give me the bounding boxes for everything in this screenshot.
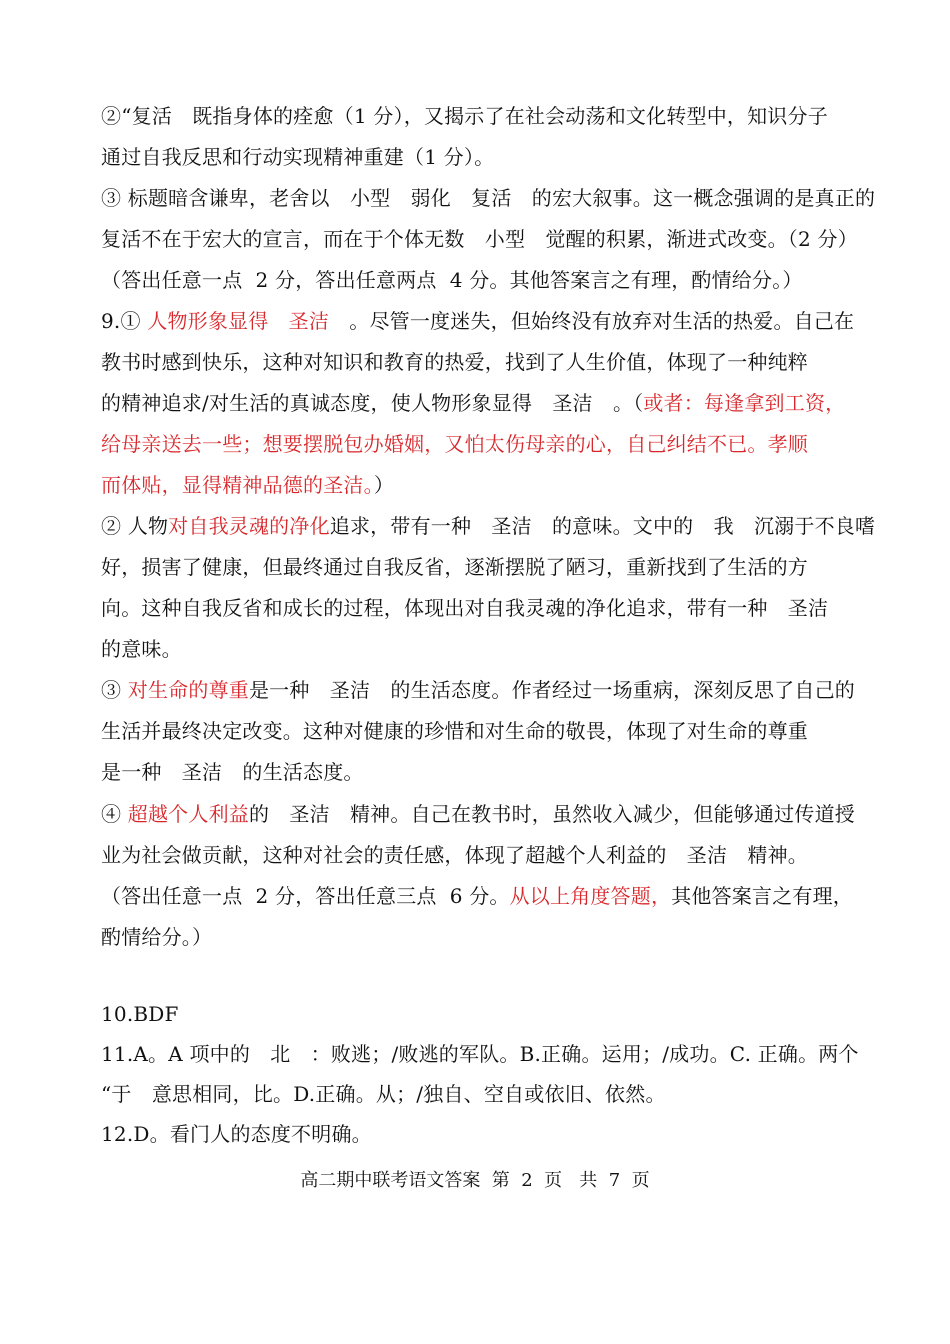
text-segment: 教书时感到快乐，这种对知识和教育的热爱，找到了人生价值，体现了一种纯粹: [101, 350, 808, 374]
text-segment: 通过自我反思和行动实现精神重建（1 分）。: [101, 145, 495, 169]
text-segment: 11.A。A 项中的 北 ：败逃；/败逃的军队。B.正确。运用；/成功。C. 正确。两个: [101, 1042, 859, 1066]
text-segment: 10.BDF: [101, 1002, 179, 1026]
answer-line: [101, 389, 910, 417]
page-footer: 高二期中联考语文答案 第 2 页 共 7 页: [300, 1170, 650, 1191]
answer-line: [101, 348, 910, 376]
text-segment: ④: [101, 802, 128, 826]
text-segment: 是一种 圣洁 的生活态度。: [101, 760, 364, 784]
text-segment: ②“复活 既指身体的痊愈（1 分），又揭示了在社会动荡和文化转型中，知识分子: [101, 104, 828, 128]
answer-line: [101, 307, 910, 335]
text-segment: （答出任意一点 2 分，答出任意三点 6 分。: [101, 884, 510, 908]
highlighted-text: 给母亲送去一些；想要摆脱包办婚姻，又怕太伤母亲的心，自己纠结不已。孝顺: [101, 432, 808, 456]
text-segment: （答出任意一点 2 分，答出任意两点 4 分。其他答案言之有理，酌情给分。）: [101, 268, 803, 292]
text-segment: 的意味。: [101, 637, 182, 661]
text-segment: 其他答案言之有理，: [671, 884, 854, 908]
highlighted-text: 超越个人利益: [127, 802, 249, 826]
highlighted-text: 或者：每逢拿到工资，: [643, 391, 846, 415]
highlighted-text: 对生命的尊重: [127, 678, 249, 702]
highlighted-text: 人物形象显得 圣洁: [140, 309, 330, 333]
text-segment: 向。这种自我反省和成长的过程，体现出对自我灵魂的净化追求，带有一种 圣洁: [101, 596, 829, 620]
answer-line: [101, 471, 910, 499]
answer-line: [101, 512, 910, 540]
answer-line: [101, 1080, 910, 1108]
text-segment: 9.①: [101, 309, 141, 333]
text-segment: 追求，带有一种 圣洁 的意味。文中的 我 沉溺于不良嗜: [329, 514, 876, 538]
text-segment: ② 人物: [101, 514, 169, 538]
highlighted-text: 对自我灵魂的净化: [168, 514, 330, 538]
text-segment: 生活并最终决定改变。这种对健康的珍惜和对生命的敬畏，体现了对生命的尊重: [101, 719, 808, 743]
answer-line: [101, 225, 910, 253]
text-segment: 是一种 圣洁 的生活态度。作者经过一场重病，深刻反思了自己的: [248, 678, 855, 702]
text-segment: ）: [373, 473, 395, 497]
answer-line: [101, 923, 910, 951]
answer-line: [101, 717, 910, 745]
text-segment: 酌情给分。）: [101, 925, 213, 949]
answer-line: [101, 102, 910, 130]
text-segment: 的精神追求/对生活的真诚态度，使人物形象显得 圣洁 。（: [101, 391, 644, 415]
answer-line: [101, 758, 910, 786]
highlighted-text: 而体贴，显得精神品德的圣洁。: [101, 473, 374, 497]
answer-line: [101, 143, 910, 171]
answer-line: [101, 882, 910, 910]
answer-line: [101, 594, 910, 622]
text-segment: 12.D。看门人的态度不明确。: [101, 1122, 372, 1146]
answer-line: [101, 1040, 910, 1068]
answer-line: [101, 800, 910, 828]
answer-line: [101, 430, 910, 458]
text-segment: 。尽管一度迷失，但始终没有放弃对生活的热爱。自己在: [329, 309, 855, 333]
answer-line: [101, 184, 910, 212]
text-segment: ③: [101, 678, 128, 702]
text-segment: “于 意思相同，比。D.正确。从；/独自、空自或依旧、依然。: [101, 1082, 666, 1106]
answer-line: [101, 676, 910, 704]
answer-line: [101, 266, 910, 294]
answer-line: [101, 553, 910, 581]
answer-line: [101, 841, 910, 869]
highlighted-text: 从以上角度答题，: [509, 884, 672, 908]
answer-line: [101, 1000, 910, 1028]
answer-line: [101, 635, 910, 663]
text-segment: 业为社会做贡献，这种对社会的责任感，体现了超越个人利益的 圣洁 精神。: [101, 843, 808, 867]
text-segment: ③ 标题暗含谦卑，老舍以 小型 弱化 复活 的宏大叙事。这一概念强调的是真正的: [101, 186, 876, 210]
text-segment: 好，损害了健康，但最终通过自我反省，逐渐摆脱了陋习，重新找到了生活的方: [101, 555, 808, 579]
text-segment: 复活不在于宏大的宣言，而在于个体无数 小型 觉醒的积累，渐进式改变。（2 分）: [101, 227, 858, 251]
text-segment: 的 圣洁 精神。自己在教书时，虽然收入减少，但能够通过传道授: [248, 802, 855, 826]
answer-line: [101, 1120, 910, 1148]
